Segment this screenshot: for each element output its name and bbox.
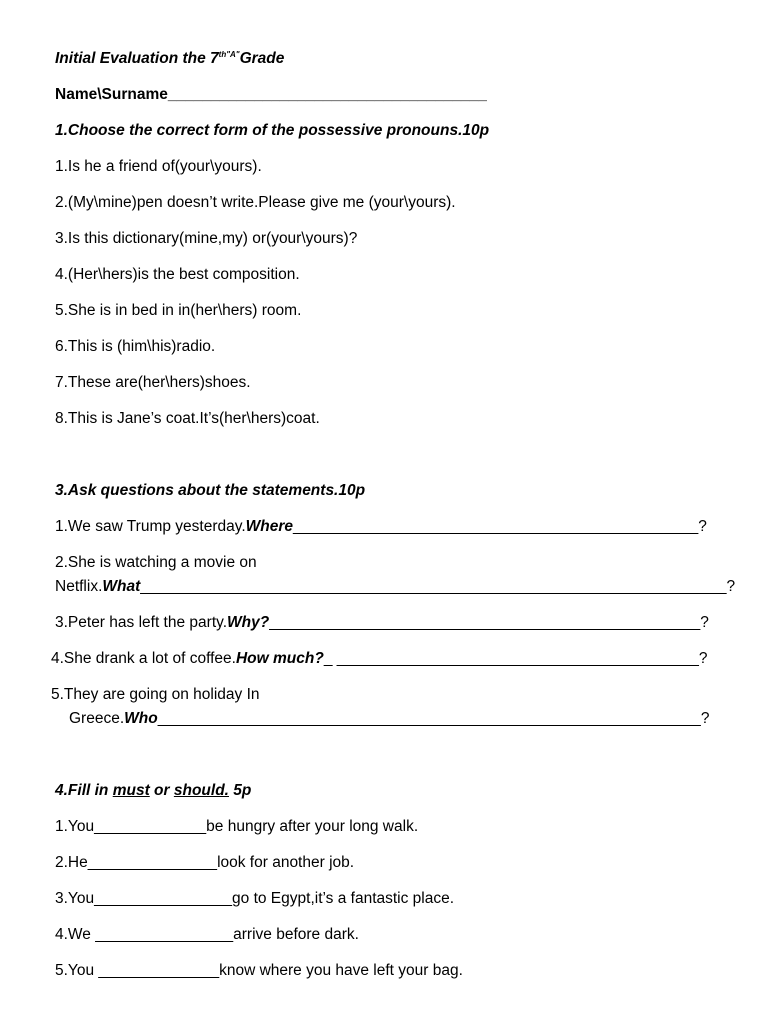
section1-item: 6.This is (him\his)radio. xyxy=(55,338,216,355)
answer-blank[interactable]: _______________________________________________ xyxy=(293,518,699,535)
item-end: know where you have left your bag. xyxy=(219,962,463,979)
question-text: 2.She is watching a movie on xyxy=(55,554,257,571)
item-start: 4.We xyxy=(55,926,96,943)
heading-prefix: 4.Fill in xyxy=(55,782,113,799)
heading-suffix: 5p xyxy=(228,782,252,799)
heading-must: must xyxy=(112,782,150,799)
section1-item: 8.This is Jane’s coat.It’s(her\hers)coat. xyxy=(55,410,320,427)
item-end: look for another job. xyxy=(217,854,355,871)
section3-question-3 xyxy=(55,613,709,633)
heading-or: or xyxy=(149,782,174,799)
question-mark: ? xyxy=(700,614,709,631)
section1-heading: 1.Choose the correct form of the possessive pronouns.10p xyxy=(55,122,490,139)
title-suffix: Grade xyxy=(239,50,285,67)
name-surname-blank[interactable]: _____________________________________ xyxy=(167,86,487,103)
question-word: How much? xyxy=(235,650,324,667)
section3-question-2-line-2 xyxy=(55,577,735,597)
section1-item: 2.(My\mine)pen doesn’t write.Please give me (your\yours). xyxy=(55,194,456,211)
item-start: 1.You xyxy=(55,818,95,835)
worksheet-title xyxy=(55,49,284,69)
name-surname-line xyxy=(55,85,487,105)
question-mark: ? xyxy=(698,518,707,535)
fill-blank[interactable]: ________________ xyxy=(94,890,233,907)
heading-should: should. xyxy=(173,782,229,799)
fill-blank[interactable]: _____________ xyxy=(94,818,207,835)
section1-item: 4.(Her\hers)is the best composition. xyxy=(55,266,300,283)
answer-blank[interactable]: _ __________________________________________ xyxy=(323,650,699,667)
question-word: Why? xyxy=(227,614,270,631)
question-word: Where xyxy=(245,518,294,535)
title-prefix: Initial Evaluation the 7 xyxy=(55,50,219,67)
question-text: 4.She drank a lot of coffee. xyxy=(51,650,236,667)
section3-question-5-line-2 xyxy=(69,709,709,729)
question-word: Who xyxy=(124,710,158,727)
section3-question-5-line-1 xyxy=(51,685,260,705)
section3-question-2-line-1 xyxy=(55,553,257,573)
question-text: 5.They are going on holiday In xyxy=(51,686,260,703)
section4-item xyxy=(55,889,454,909)
question-text: 3.Peter has left the party. xyxy=(55,614,228,631)
section3-question-1 xyxy=(55,517,707,537)
item-start: 2.He xyxy=(55,854,88,871)
item-end: arrive before dark. xyxy=(233,926,359,943)
item-start: 5.You xyxy=(55,962,99,979)
answer-blank[interactable]: __________________________________________________ xyxy=(269,614,701,631)
section4-item xyxy=(55,925,359,945)
section1-item: 5.She is in bed in in(her\hers) room. xyxy=(55,302,302,319)
section4-item xyxy=(55,853,354,873)
section1-item: 7.These are(her\hers)shoes. xyxy=(55,374,251,391)
question-text: Netflix. xyxy=(55,578,103,595)
question-text: 1.We saw Trump yesterday. xyxy=(55,518,246,535)
section4-item xyxy=(55,817,418,837)
name-surname-label: Name\Surname xyxy=(55,86,168,103)
question-mark: ? xyxy=(700,710,710,727)
answer-blank[interactable]: ____________________________________________________________________ xyxy=(140,578,727,595)
section4-item xyxy=(55,961,463,981)
question-mark: ? xyxy=(698,650,708,667)
item-end: go to Egypt,it’s a fantastic place. xyxy=(232,890,455,907)
section3-question-4 xyxy=(51,649,707,669)
section4-heading xyxy=(55,781,251,801)
fill-blank[interactable]: ________________ xyxy=(95,926,234,943)
answer-blank[interactable]: _______________________________________________________________ xyxy=(157,710,701,727)
section1-item: 1.Is he a friend of(your\yours). xyxy=(55,158,262,175)
section1-item: 3.Is this dictionary(mine,my) or(your\yours)? xyxy=(55,230,358,247)
question-word: What xyxy=(102,578,141,595)
title-superscript: th"A" xyxy=(218,50,240,59)
question-mark: ? xyxy=(726,578,736,595)
section3-heading: 3.Ask questions about the statements.10p xyxy=(55,482,366,499)
fill-blank[interactable]: ______________ xyxy=(98,962,220,979)
item-start: 3.You xyxy=(55,890,95,907)
question-text: Greece. xyxy=(69,710,125,727)
fill-blank[interactable]: _______________ xyxy=(87,854,218,871)
item-end: be hungry after your long walk. xyxy=(206,818,419,835)
